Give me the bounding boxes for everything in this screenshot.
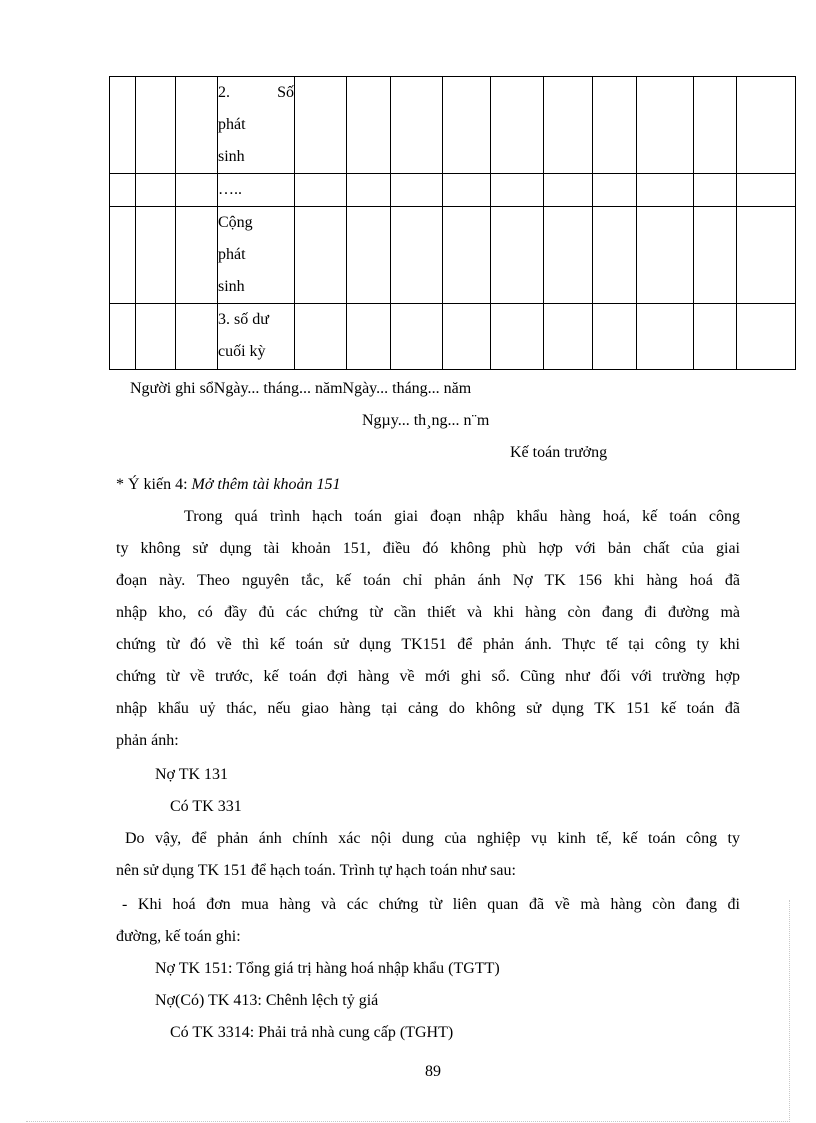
entry-credit: Có TK 331 xyxy=(170,798,242,815)
entry-line: Nợ(Có) TK 413: Chênh lệch tỷ giá xyxy=(155,992,379,1009)
paragraph-line: chứng từ về trước, kế toán đợi hàng về mới ghi sổ. Cũng như đối với trường hợp xyxy=(116,668,740,685)
row-label: 3. số dư cuối kỳ xyxy=(218,304,295,370)
entry-line: Có TK 3314: Phải trả nhà cung cấp (TGHT) xyxy=(170,1024,454,1041)
paragraph-line: ty không sử dụng tài khoản 151, điều đó không phù hợp với bản chất của giai xyxy=(116,540,740,557)
paragraph-line: đoạn này. Theo nguyên tắc, kế toán chỉ phản ánh Nợ TK 156 khi hàng hoá đã xyxy=(116,572,740,589)
signature-line-1: Người ghi sổNgày... tháng... nămNgày... tháng... năm xyxy=(130,380,472,397)
opinion-heading: * Ý kiến 4: Mở thêm tài khoản 151 xyxy=(116,476,341,493)
paragraph-line: đường, kế toán ghi: xyxy=(116,928,241,945)
page-number: 89 xyxy=(425,1063,441,1080)
paragraph-line: nên sử dụng TK 151 để hạch toán. Trình tự hạch toán như sau: xyxy=(116,862,516,879)
paragraph-line: chứng từ đó về thì kế toán sử dụng TK151 để phản ánh. Thực tế tại công ty khi xyxy=(116,636,740,653)
table-row xyxy=(110,304,796,370)
opinion-title: Mở thêm tài khoản 151 xyxy=(191,476,341,493)
row-label: ….. xyxy=(218,174,295,207)
signature-chief-accountant: Kế toán trưởng xyxy=(510,444,608,461)
table-row xyxy=(110,174,796,207)
table-row xyxy=(110,77,796,174)
row-label: 2. Số phát sinh xyxy=(218,77,295,174)
entry-line: Nợ TK 151: Tổng giá trị hàng hoá nhập khẩu (TGTT) xyxy=(155,960,500,977)
paragraph-line: Do vậy, để phản ánh chính xác nội dung của nghiệp vụ kinh tế, kế toán công ty xyxy=(125,830,740,847)
paragraph-line: - Khi hoá đơn mua hàng và các chứng từ liên quan đã về mà hàng còn đang đi xyxy=(122,896,740,913)
table-row xyxy=(110,207,796,304)
paragraph-line: nhập kho, có đầy đủ các chứng từ cần thiết và khi hàng còn đang đi đường mà xyxy=(116,604,740,621)
signature-line-2: Ngµy... th¸ng... n¨m xyxy=(362,412,490,429)
paragraph-line: nhập khẩu uỷ thác, nếu giao hàng tại cảng do không sử dụng TK 151 kế toán đã xyxy=(116,700,740,717)
paragraph-line: Trong quá trình hạch toán giai đoạn nhập khẩu hàng hoá, kế toán công xyxy=(184,508,740,525)
row-label: Cộng phát sinh xyxy=(218,207,295,304)
page-border-bottom xyxy=(26,1121,790,1122)
ledger-table xyxy=(109,76,796,370)
page-border-right xyxy=(789,900,790,1122)
entry-debit: Nợ TK 131 xyxy=(155,766,229,783)
paragraph-line: phản ánh: xyxy=(116,732,179,749)
